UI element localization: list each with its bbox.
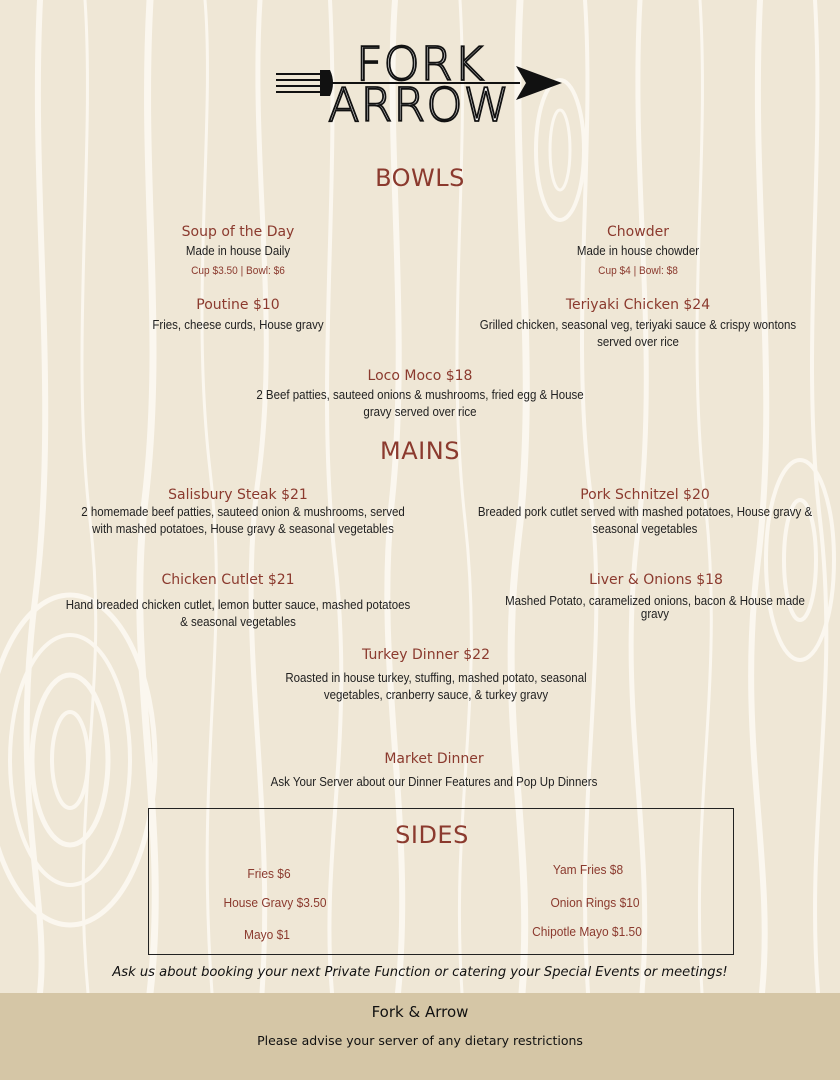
- footer-note: Please advise your server of any dietary restrictions: [257, 1033, 583, 1048]
- liver-desc: Mashed Potato, caramelized onions, bacon & House made gravy: [505, 594, 805, 621]
- market-name: Market Dinner: [384, 751, 484, 767]
- soup-price: Cup $3.50 | Bowl: $6: [191, 265, 285, 277]
- mains-heading: MAINS: [380, 437, 460, 465]
- market-desc: Ask Your Server about our Dinner Features and Pop Up Dinners: [270, 775, 598, 789]
- sides-box: [148, 808, 734, 955]
- bowls-heading: BOWLS: [375, 164, 465, 192]
- side-fries: Fries $6: [247, 866, 291, 881]
- chicken-cutlet-name: Chicken Cutlet $21: [161, 572, 295, 588]
- side-onion-rings: Onion Rings $10: [550, 895, 640, 910]
- soup-desc: Made in house Daily: [185, 244, 291, 258]
- logo-line-2: ARROW: [328, 78, 511, 132]
- chowder-name: Chowder: [607, 224, 669, 240]
- turkey-desc: Roasted in house turkey, stuffing, mashed potato, seasonal vegetables, cranberry sauce, & turkey gravy: [285, 671, 587, 702]
- footer-name: Fork & Arrow: [371, 1003, 469, 1021]
- poutine-name: Poutine $10: [196, 297, 280, 313]
- side-yam-fries: Yam Fries $8: [552, 862, 624, 877]
- schnitzel-desc: Breaded pork cutlet served with mashed potatoes, House gravy & seasonal vegetables: [477, 505, 813, 536]
- side-mayo: Mayo $1: [244, 927, 290, 942]
- promo-text: Ask us about booking your next Private Function or catering your Special Events or meetings!: [112, 964, 728, 980]
- loco-moco-name: Loco Moco $18: [367, 368, 473, 384]
- chowder-desc: Made in house chowder: [576, 244, 700, 258]
- poutine-desc: Fries, cheese curds, House gravy: [152, 318, 324, 332]
- footer-band: [0, 993, 840, 1080]
- teriyaki-name: Teriyaki Chicken $24: [565, 297, 711, 313]
- liver-name: Liver & Onions $18: [589, 572, 723, 588]
- turkey-name: Turkey Dinner $22: [362, 647, 490, 663]
- logo-line-1: FORK: [356, 37, 485, 91]
- side-chipotle-mayo: Chipotle Mayo $1.50: [532, 924, 642, 939]
- logo: [270, 37, 570, 132]
- salisbury-name: Salisbury Steak $21: [168, 487, 308, 503]
- sides-heading: SIDES: [395, 821, 469, 849]
- chicken-cutlet-desc: Hand breaded chicken cutlet, lemon butter sauce, mashed potatoes & seasonal vegetables: [65, 598, 411, 629]
- salisbury-desc: 2 homemade beef patties, sauteed onion & mushrooms, served with mashed potatoes, House gravy & seasonal vegetables: [81, 505, 405, 536]
- schnitzel-name: Pork Schnitzel $20: [580, 487, 710, 503]
- teriyaki-desc: Grilled chicken, seasonal veg, teriyaki sauce & crispy wontons served over rice: [479, 318, 797, 349]
- chowder-price: Cup $4 | Bowl: $8: [598, 265, 678, 277]
- side-house-gravy: House Gravy $3.50: [223, 895, 327, 910]
- soup-name: Soup of the Day: [181, 224, 295, 240]
- loco-moco-desc: 2 Beef patties, sauteed onions & mushrooms, fried egg & House gravy served over rice: [256, 388, 584, 419]
